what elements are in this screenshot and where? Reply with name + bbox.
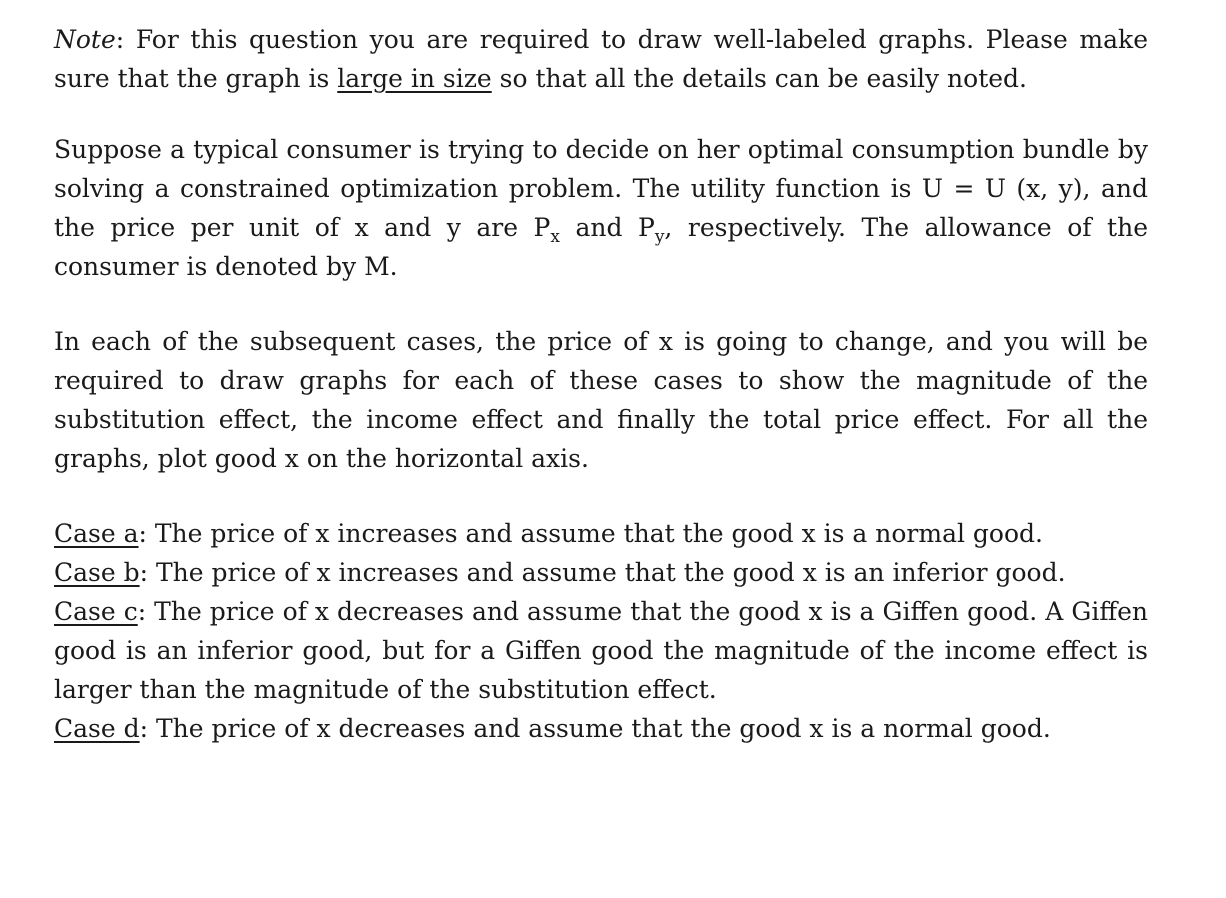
- note-text-end: so that all the details can be easily noted.: [491, 64, 1027, 93]
- intro-sub-x: x: [550, 227, 560, 247]
- intro-sub-y: y: [654, 227, 665, 247]
- case-c-text: : The price of x decreases and assume that the good x is a Giffen good. A Giffen good is an inferior good, but for a Giffen good the magnitude of the income effect is larger than the magnitude of the substitution effect.: [54, 597, 1148, 704]
- case-a: [54, 514, 1148, 553]
- intro-paragraph: [54, 130, 1148, 286]
- intro-part1: Suppose a typical consumer is trying to decide on her optimal consumption bundle by solving a constrained optimization problem. The utility function is U = U (x, y), and the price per unit of x and y are P: [54, 135, 1148, 242]
- note-emphasis: large in size: [337, 64, 492, 93]
- intro-part3: , respectively. The allowance of the consumer is denoted by M.: [54, 213, 1148, 281]
- case-d-label: Case d: [54, 714, 140, 743]
- case-list: [54, 514, 1148, 748]
- case-a-label: Case a: [54, 519, 139, 548]
- case-b-label: Case b: [54, 558, 140, 587]
- case-a-text: : The price of x increases and assume that the good x is a normal good.: [138, 519, 1043, 548]
- intro-part2: and P: [559, 213, 655, 242]
- case-b-text: : The price of x increases and assume that the good x is an inferior good.: [139, 558, 1066, 587]
- case-d-text: : The price of x decreases and assume that the good x is a normal good.: [139, 714, 1051, 743]
- case-c: [54, 592, 1148, 709]
- case-c-label: Case c: [54, 597, 138, 626]
- note-label: Note: [54, 25, 116, 54]
- case-b: [54, 553, 1148, 592]
- instructions-paragraph: In each of the subsequent cases, the price of x is going to change, and you will be required to draw graphs for each of these cases to show the magnitude of the substitution effect, the income effect and finally the total price effect. For all the graphs, plot good x on the horizontal axis.: [54, 327, 1148, 473]
- case-d: [54, 709, 1148, 748]
- document-body: [54, 20, 1148, 748]
- note-text: : For this question you are required to draw well-labeled graphs. Please make sure that the graph is: [54, 25, 1148, 93]
- note-paragraph: [54, 20, 1148, 98]
